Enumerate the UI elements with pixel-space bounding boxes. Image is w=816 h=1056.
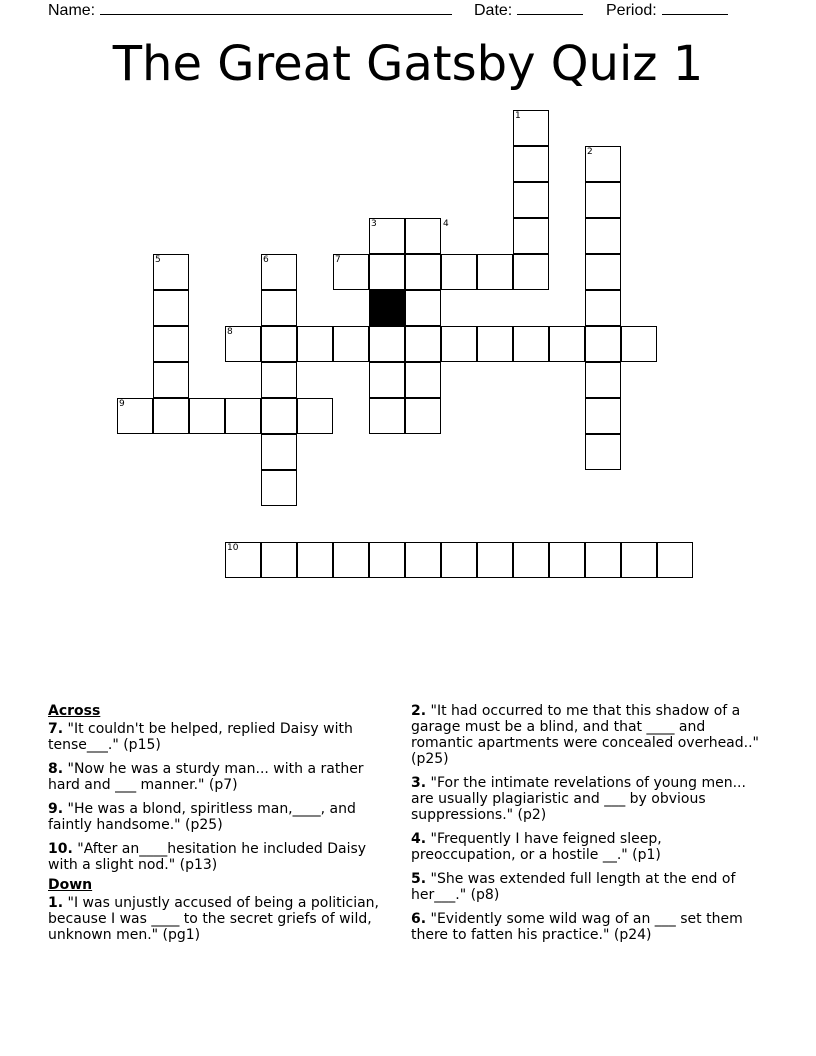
clue-number: 7. <box>48 721 64 737</box>
grid-cell[interactable] <box>369 398 405 434</box>
clue-number: 4. <box>411 831 427 847</box>
grid-cell[interactable] <box>549 542 585 578</box>
clue-across-8 <box>48 761 398 793</box>
grid-cell[interactable] <box>261 326 297 362</box>
grid-cell[interactable] <box>369 254 405 290</box>
grid-cell[interactable] <box>261 398 297 434</box>
grid-cell[interactable] <box>441 254 477 290</box>
clue-number: 10. <box>48 841 73 857</box>
clue-across-9 <box>48 801 398 833</box>
page-title: The Great Gatsby Quiz 1 <box>112 36 704 92</box>
clue-text: "After an____hesitation he included Daisy with a slight nod." (p13) <box>48 841 367 873</box>
grid-cell[interactable] <box>585 398 621 434</box>
grid-cell[interactable] <box>621 542 657 578</box>
clue-text: "For the intimate revelations of young men... are usually plagiaristic and ___ by obvious suppressions." (p2) <box>411 775 746 823</box>
clue-across-10 <box>48 841 398 873</box>
grid-cell[interactable] <box>405 254 441 290</box>
clue-number-label-7: 7 <box>335 255 341 265</box>
down-heading: Down <box>48 877 93 893</box>
grid-cell[interactable] <box>477 326 513 362</box>
grid-cell[interactable] <box>585 182 621 218</box>
grid-cell[interactable] <box>405 398 441 434</box>
clues-left-column <box>48 703 398 951</box>
grid-cell[interactable] <box>477 254 513 290</box>
clue-text: "He was a blond, spiritless man,____, and faintly handsome." (p25) <box>48 801 356 833</box>
clue-number-label-10: 10 <box>227 543 239 553</box>
grid-cell[interactable] <box>405 326 441 362</box>
clue-across-7 <box>48 721 398 753</box>
grid-cell[interactable] <box>261 290 297 326</box>
grid-cell[interactable] <box>585 542 621 578</box>
grid-cell[interactable] <box>333 542 369 578</box>
clue-text: "She was extended full length at the end of her___." (p8) <box>411 871 736 903</box>
name-label: Name: <box>48 2 96 19</box>
clue-down-1 <box>48 895 398 943</box>
grid-cell[interactable] <box>621 326 657 362</box>
clue-down-4 <box>411 831 761 863</box>
clues-right-column <box>411 703 761 951</box>
clue-number: 9. <box>48 801 64 817</box>
grid-cell[interactable] <box>513 254 549 290</box>
clue-number: 8. <box>48 761 64 777</box>
grid-cell[interactable] <box>441 326 477 362</box>
grid-cell[interactable] <box>477 542 513 578</box>
grid-cell[interactable] <box>369 542 405 578</box>
clue-down-6 <box>411 911 761 943</box>
clue-number: 2. <box>411 703 427 719</box>
clue-number: 6. <box>411 911 427 927</box>
clue-number-label-8: 8 <box>227 327 233 337</box>
grid-cell[interactable] <box>261 362 297 398</box>
grid-cell[interactable] <box>549 326 585 362</box>
clue-text: "Now he was a sturdy man... with a rather hard and ___ manner." (p7) <box>48 761 364 793</box>
grid-block <box>369 290 405 326</box>
clue-down-3 <box>411 775 761 823</box>
clue-down-5 <box>411 871 761 903</box>
date-label: Date: <box>474 2 513 19</box>
period-label: Period: <box>606 2 657 19</box>
grid-cell[interactable] <box>153 290 189 326</box>
grid-cell[interactable] <box>225 398 261 434</box>
across-heading: Across <box>48 703 101 719</box>
grid-cell[interactable] <box>585 326 621 362</box>
clue-text: "It had occurred to me that this shadow of a garage must be a blind, and that ____ and romantic apartments were concealed overhead.." (p25) <box>411 703 759 767</box>
grid-cell[interactable] <box>441 542 477 578</box>
clue-text: "Frequently I have feigned sleep, preoccupation, or a hostile __." (p1) <box>411 831 662 863</box>
grid-cell[interactable] <box>513 542 549 578</box>
grid-cell[interactable] <box>261 542 297 578</box>
clue-number-label-3: 3 <box>371 219 377 229</box>
grid-cell[interactable] <box>297 398 333 434</box>
grid-cell[interactable] <box>153 398 189 434</box>
grid-cell[interactable] <box>297 542 333 578</box>
clue-number-label-1: 1 <box>515 111 521 121</box>
clue-number-label-9: 9 <box>119 399 125 409</box>
grid-cell[interactable] <box>513 218 549 254</box>
grid-cell[interactable] <box>369 326 405 362</box>
grid-cell[interactable] <box>657 542 693 578</box>
clue-number-label-2: 2 <box>587 147 593 157</box>
grid-cell[interactable] <box>585 290 621 326</box>
clue-text: "Evidently some wild wag of an ___ set them there to fatten his practice." (p24) <box>411 911 743 943</box>
clue-text: "I was unjustly accused of being a politician, because I was ____ to the secret griefs of wild, unknown men." (pg1) <box>48 895 379 943</box>
grid-cell[interactable] <box>513 146 549 182</box>
grid-cell[interactable] <box>405 362 441 398</box>
grid-cell[interactable] <box>405 218 441 254</box>
grid-cell[interactable] <box>585 218 621 254</box>
clue-number: 3. <box>411 775 427 791</box>
grid-cell[interactable] <box>153 326 189 362</box>
clue-down-2 <box>411 703 761 767</box>
clue-number: 5. <box>411 871 427 887</box>
grid-cell[interactable] <box>513 326 549 362</box>
grid-cell[interactable] <box>405 542 441 578</box>
clue-text: "It couldn't be helped, replied Daisy with tense___." (p15) <box>48 721 353 753</box>
grid-cell[interactable] <box>297 326 333 362</box>
grid-cell[interactable] <box>369 362 405 398</box>
grid-cell[interactable] <box>405 290 441 326</box>
grid-cell[interactable] <box>585 362 621 398</box>
clue-number-label-6: 6 <box>263 255 269 265</box>
clue-number-label-5: 5 <box>155 255 161 265</box>
grid-cell[interactable] <box>513 182 549 218</box>
clue-number: 1. <box>48 895 64 911</box>
grid-cell[interactable] <box>261 470 297 506</box>
clue-number-label-4: 4 <box>443 219 449 229</box>
grid-cell[interactable] <box>333 326 369 362</box>
grid-cell[interactable] <box>585 434 621 470</box>
grid-cell[interactable] <box>261 434 297 470</box>
grid-cell[interactable] <box>153 362 189 398</box>
grid-cell[interactable] <box>189 398 225 434</box>
grid-cell[interactable] <box>585 254 621 290</box>
